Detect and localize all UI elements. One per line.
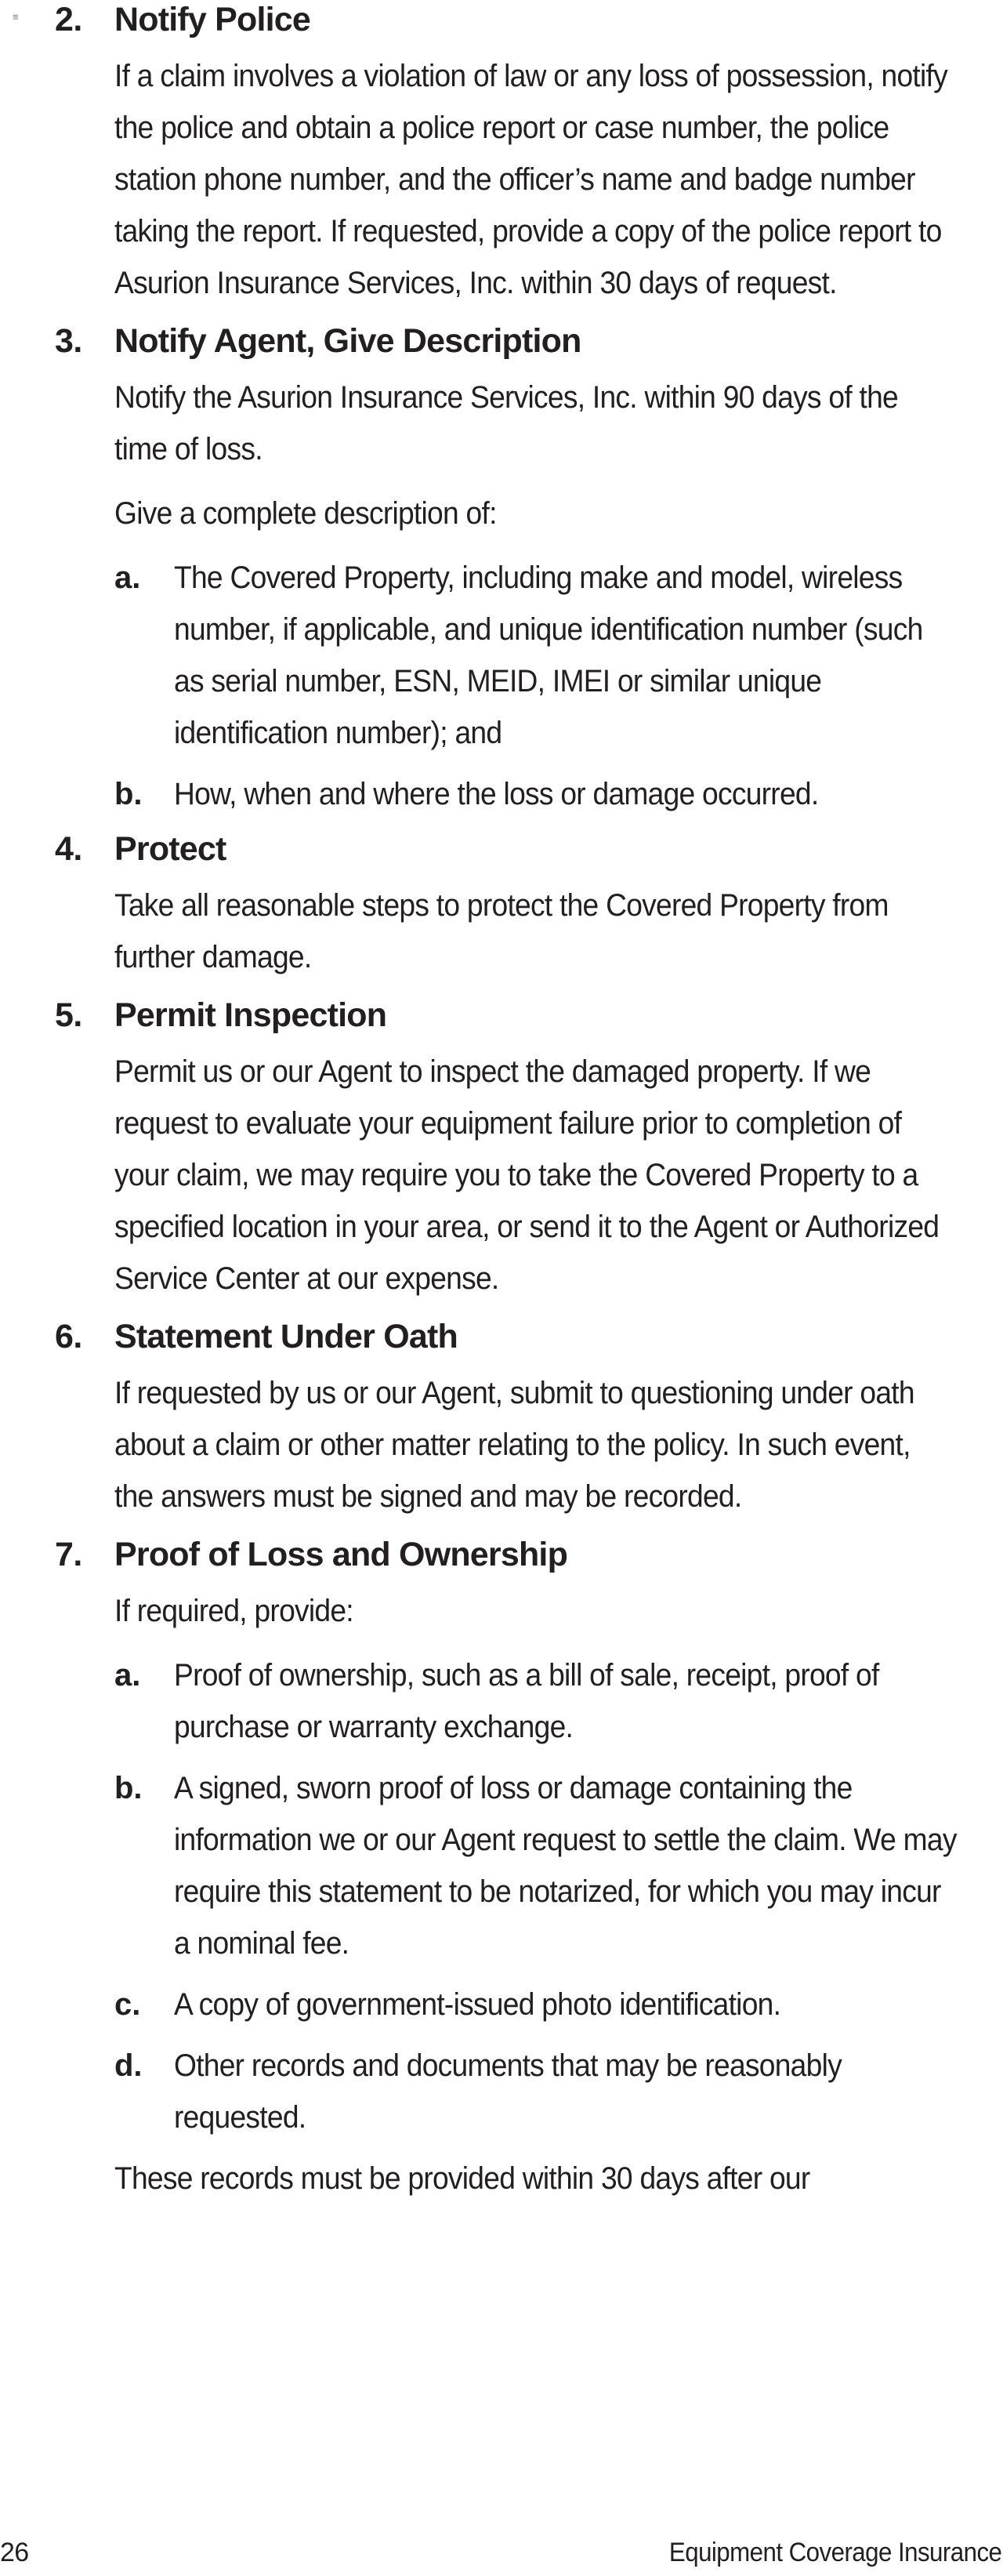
list-item-text: A signed, sworn proof of loss or damage containing the information we or our Agent request to settle the claim. We may require this statement to be notarized, for which you may incur a nominal fee. <box>174 1771 957 1961</box>
section-paragraph: If requested by us or our Agent, submit to questioning under oath about a claim or other matter relating to the policy. In such event, the answers must be signed and may be recorded. <box>114 1376 914 1514</box>
section-paragraph: Take all reasonable steps to protect the Covered Property from further damage. <box>114 888 889 974</box>
section-closing-text: These records must be provided within 30 days after our <box>114 2161 810 2196</box>
section-number: 4. <box>55 830 82 868</box>
section-title: Proof of Loss and Ownership <box>114 1536 568 1573</box>
list-item <box>114 552 987 759</box>
section-number: 7. <box>55 1536 82 1573</box>
section-paragraph: Give a complete description of: <box>114 496 497 531</box>
list-item-text: A copy of government-issued photo identification. <box>174 1987 781 2022</box>
page-number: 26 <box>0 2538 29 2567</box>
list-item-letter: a. <box>114 1658 141 1693</box>
section-number: 6. <box>55 1318 82 1355</box>
list-item-letter: d. <box>114 2048 143 2083</box>
list-item-text: Proof of ownership, such as a bill of sale, receipt, proof of purchase or warranty exchange. <box>174 1658 879 1744</box>
list-item-text: Other records and documents that may be reasonably requested. <box>174 2048 842 2135</box>
list-item-text: The Covered Property, including make and model, wireless number, if applicable, and unique identification number (such as serial number, ESN, MEID, IMEI or similar unique identification number); and <box>174 561 923 750</box>
list-item <box>114 1762 987 1969</box>
section-title: Notify Agent, Give Description <box>114 322 581 360</box>
list-item <box>114 768 987 820</box>
list-item-letter: c. <box>114 1987 141 2022</box>
section-notify-agent <box>55 321 987 820</box>
section-protect <box>55 829 987 983</box>
list-item-letter: a. <box>114 561 141 595</box>
section-statement-under-oath <box>55 1317 987 1522</box>
section-title: Statement Under Oath <box>114 1318 458 1355</box>
section-list <box>55 0 987 2217</box>
list-item <box>114 1649 987 1753</box>
document-title: Equipment Coverage Insurance <box>668 2538 1001 2567</box>
section-notify-police <box>55 0 987 309</box>
corner-mark: ≡ <box>13 11 19 23</box>
list-item-text: How, when and where the loss or damage occurred. <box>174 777 819 811</box>
section-paragraph: If required, provide: <box>114 1594 353 1628</box>
page-footer <box>0 2537 1003 2568</box>
section-proof-of-loss <box>55 1535 987 2204</box>
section-paragraph: Notify the Asurion Insurance Services, Inc. within 90 days of the time of loss. <box>114 380 898 466</box>
list-item-letter: b. <box>114 777 143 811</box>
section-paragraph: Permit us or our Agent to inspect the damaged property. If we request to evaluate your equipment failure prior to completion of your claim, we may require you to take the Covered Property to a specified location in your area, or send it to the Agent or Authorized Service Center at our expense. <box>114 1054 940 1296</box>
list-item-letter: b. <box>114 1771 143 1805</box>
section-title: Protect <box>114 830 226 868</box>
list-item <box>114 2040 987 2143</box>
section-permit-inspection <box>55 996 987 1304</box>
section-title: Notify Police <box>114 1 311 38</box>
section-number: 2. <box>55 1 82 38</box>
section-paragraph: If a claim involves a violation of law or any loss of possession, notify the police and obtain a police report or case number, the police station phone number, and the officer’s name and badge number taking the report. If requested, provide a copy of the police report to Asurion Insurance Services, Inc. within 30 days of request. <box>114 59 947 300</box>
section-title: Permit Inspection <box>114 996 387 1034</box>
section-number: 5. <box>55 996 82 1034</box>
list-item <box>114 1979 987 2030</box>
section-number: 3. <box>55 322 82 360</box>
